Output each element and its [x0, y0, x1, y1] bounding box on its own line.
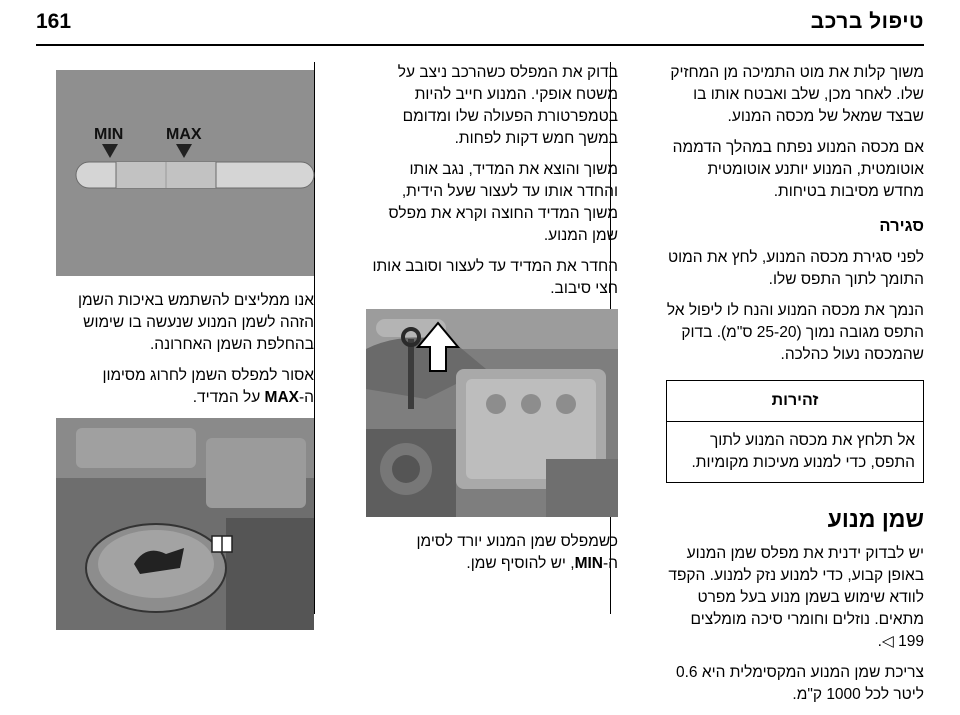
engine-bay-illustration — [366, 309, 618, 517]
autostop-paragraph: אם מכסה המנוע נפתח במהלך הדממה אוטומטית, המנוע יותנע אוטומטית מחדש מסיבות בטיחות. — [672, 139, 924, 200]
min-level-text-before: כשמפלס שמן המנוע יורד לסימן ה- — [416, 533, 618, 572]
oil-check-paragraph — [666, 543, 924, 653]
dipstick-image — [56, 70, 314, 276]
page-reference-link[interactable]: 199 ◁. — [877, 633, 924, 650]
engine-oil-heading: שמן מנוע — [827, 506, 924, 532]
max-level-paragraph — [56, 365, 314, 409]
min-level-paragraph — [366, 531, 618, 575]
page-number: 161 — [36, 10, 72, 33]
dipstick-insert-paragraph: החדר את המדיד עד לעצור וסובב אותו חצי סיבוב. — [372, 258, 618, 297]
dipstick-pull-paragraph: משוך והוצא את המדיד, נגב אותו והחדר אותו עד לעצור שעל הידית, משוך המדיד החוצה וקרא את מפלס שמן המנוע. — [388, 161, 618, 244]
max-label: MAX — [264, 389, 299, 406]
warning-text: אל תלחץ את מכסה המנוע לתוך התפס, כדי למנוע מעיכות מקומיות. — [691, 432, 915, 471]
engine-bay-dipstick-image — [366, 309, 618, 517]
oil-consumption-paragraph: צריכת שמן המנוע המקסימלית היא 0.6 ליטר לכל 1000 ק"מ. — [676, 664, 924, 703]
max-level-text-before: אסור למפלס השמן לחרוג מסימון ה- — [102, 367, 314, 406]
min-dipstick-label: MIN — [94, 126, 124, 143]
closing-paragraph-2: הנמך את מכסה המנוע והנח לו ליפול אל התפס מגובה נמוך (25-20 ס"מ). בדוק שהמכסה נעול כהלכה. — [666, 302, 924, 363]
max-level-text-after: על המדיד. — [192, 389, 265, 406]
header-divider — [36, 44, 924, 46]
level-check-paragraph: בדוק את המפלס כשהרכב ניצב על משטח אופקי. המנוע חייב להיות בטמפרטורת הפעולה שלו ומדומם במשך חמש דקות לפחות. — [397, 64, 618, 147]
book-icon — [212, 536, 232, 552]
middle-column — [366, 62, 618, 584]
warning-title: זהירות — [667, 381, 923, 422]
oil-quality-paragraph: אנו ממליצים להשתמש באיכות השמן הזהה לשמן המנוע שנעשה בו שימוש בהחלפת השמן האחרונה. — [77, 292, 314, 353]
page-title: טיפול ברכב — [810, 10, 924, 33]
right-column — [666, 62, 924, 715]
oil-filler-cap-image — [56, 418, 314, 630]
oil-cap-illustration — [56, 418, 314, 630]
dipstick-illustration — [56, 70, 314, 276]
oil-check-text: יש לבדוק ידנית את מפלס שמן המנוע באופן קבוע, כדי למנוע נזק למנוע. הקפד לוודא שימוש בשמן מנוע בעל מפרט מתאים. נוזלים וחומרי סיכה מומלצים — [668, 545, 924, 628]
column-divider-left — [314, 62, 315, 614]
min-label: MIN — [574, 555, 603, 572]
min-level-text-after: , יש להוסיף שמן. — [466, 555, 575, 572]
closing-paragraph-1: לפני סגירת מכסה המנוע, לחץ את המוט התומך לתוך התפס שלו. — [668, 249, 924, 288]
warning-box — [666, 380, 924, 483]
left-column — [56, 70, 314, 630]
max-dipstick-label: MAX — [166, 126, 202, 143]
support-rod-paragraph: משוך קלות את מוט התמיכה מן המחזיק שלו. לאחר מכן, שלב ואבטח אותו בו שבצד שמאל של מכסה המנוע. — [670, 64, 924, 125]
closing-heading: סגירה — [879, 217, 924, 235]
